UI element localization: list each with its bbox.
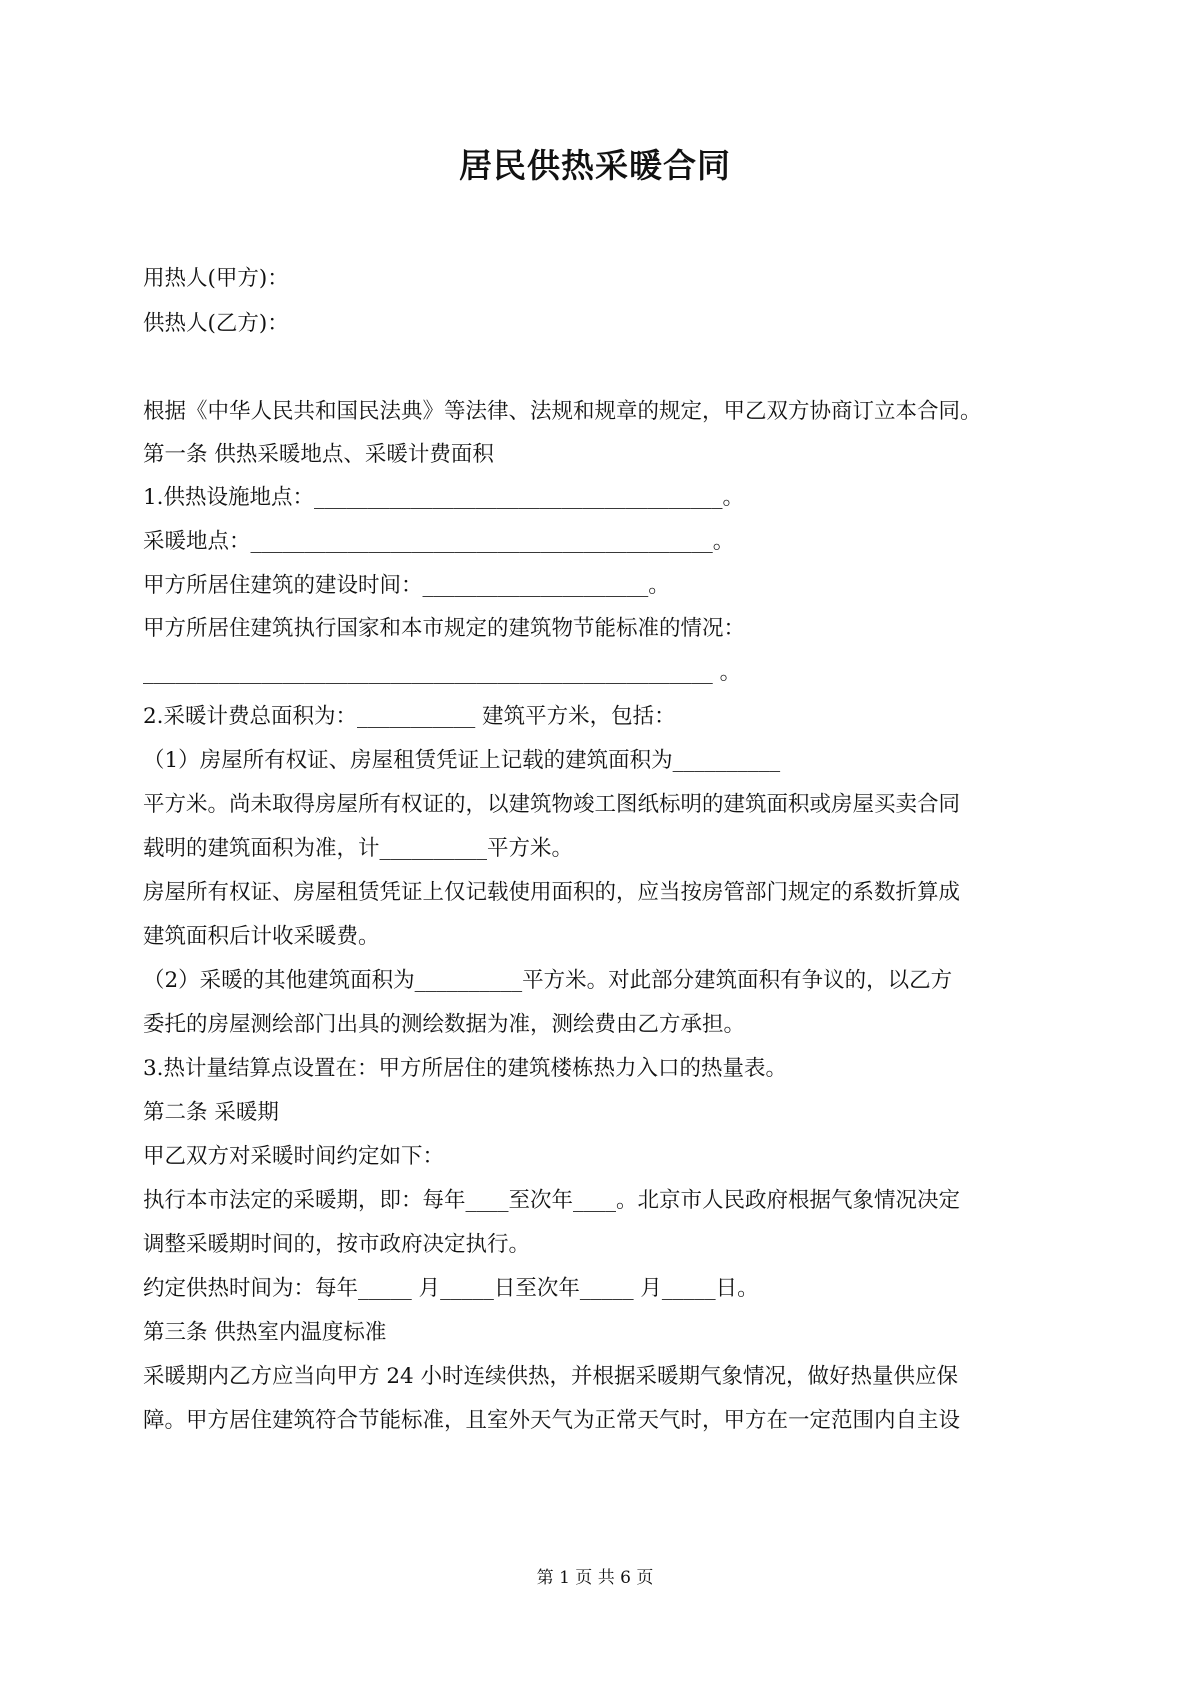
clause-line: 执行本市法定的采暖期，即：每年____至次年____。北京市人民政府根据气象情况决定 [143,1188,961,1213]
clause-line: 房屋所有权证、房屋租赁凭证上仅记载使用面积的，应当按房管部门规定的系数折算成 [143,880,961,905]
party-b-line: 供热人(乙方)： [143,311,289,336]
clause-line: （1）房屋所有权证、房屋租赁凭证上记载的建筑面积为__________ [143,748,781,773]
preamble-line: 根据《中华人民共和国民法典》等法律、法规和规章的规定，甲乙双方协商订立本合同。 [143,399,982,424]
clause-line: 甲方所居住建筑的建设时间：_____________________。 [143,573,670,598]
clause-line: 调整采暖期时间的，按市政府决定执行。 [143,1232,531,1257]
clause-line: 载明的建筑面积为准，计__________平方米。 [143,836,574,861]
clause-line: 建筑面积后计收采暖费。 [143,924,380,949]
article-2-heading: 第二条 采暖期 [143,1100,279,1125]
clause-line: 甲乙双方对采暖时间约定如下： [143,1144,445,1169]
page-footer: 第 1 页 共 6 页 [536,1568,654,1588]
clause-line: 采暖期内乙方应当向甲方 24 小时连续供热，并根据采暖期气象情况，做好热量供应保 [143,1364,959,1389]
party-a-line: 用热人(甲方)： [143,266,289,291]
clause-line: 采暖地点：___________________________________________。 [143,529,735,554]
clause-line: 3.热计量结算点设置在：甲方所居住的建筑楼栋热力入口的热量表。 [143,1056,788,1081]
clause-line: 甲方所居住建筑执行国家和本市规定的建筑物节能标准的情况： [143,616,746,641]
clause-line: （2）采暖的其他建筑面积为__________平方米。对此部分建筑面积有争议的，以乙方 [143,968,953,993]
clause-line: 1.供热设施地点：______________________________________。 [143,485,745,510]
clause-line: 2.采暖计费总面积为：___________ 建筑平方米，包括： [143,704,676,729]
clause-line: 平方米。尚未取得房屋所有权证的，以建筑物竣工图纸标明的建筑面积或房屋买卖合同 [143,792,961,817]
clause-line: _____________________________________________________ 。 [143,660,742,685]
article-3-heading: 第三条 供热室内温度标准 [143,1320,387,1345]
article-1-heading: 第一条 供热采暖地点、采暖计费面积 [143,442,494,467]
document-title: 居民供热采暖合同 [459,146,731,185]
clause-line: 障。甲方居住建筑符合节能标准，且室外天气为正常天气时，甲方在一定范围内自主设 [143,1408,961,1433]
clause-line: 委托的房屋测绘部门出具的测绘数据为准，测绘费由乙方承担。 [143,1012,746,1037]
clause-line: 约定供热时间为：每年_____ 月_____日至次年_____ 月_____日。 [143,1276,759,1301]
